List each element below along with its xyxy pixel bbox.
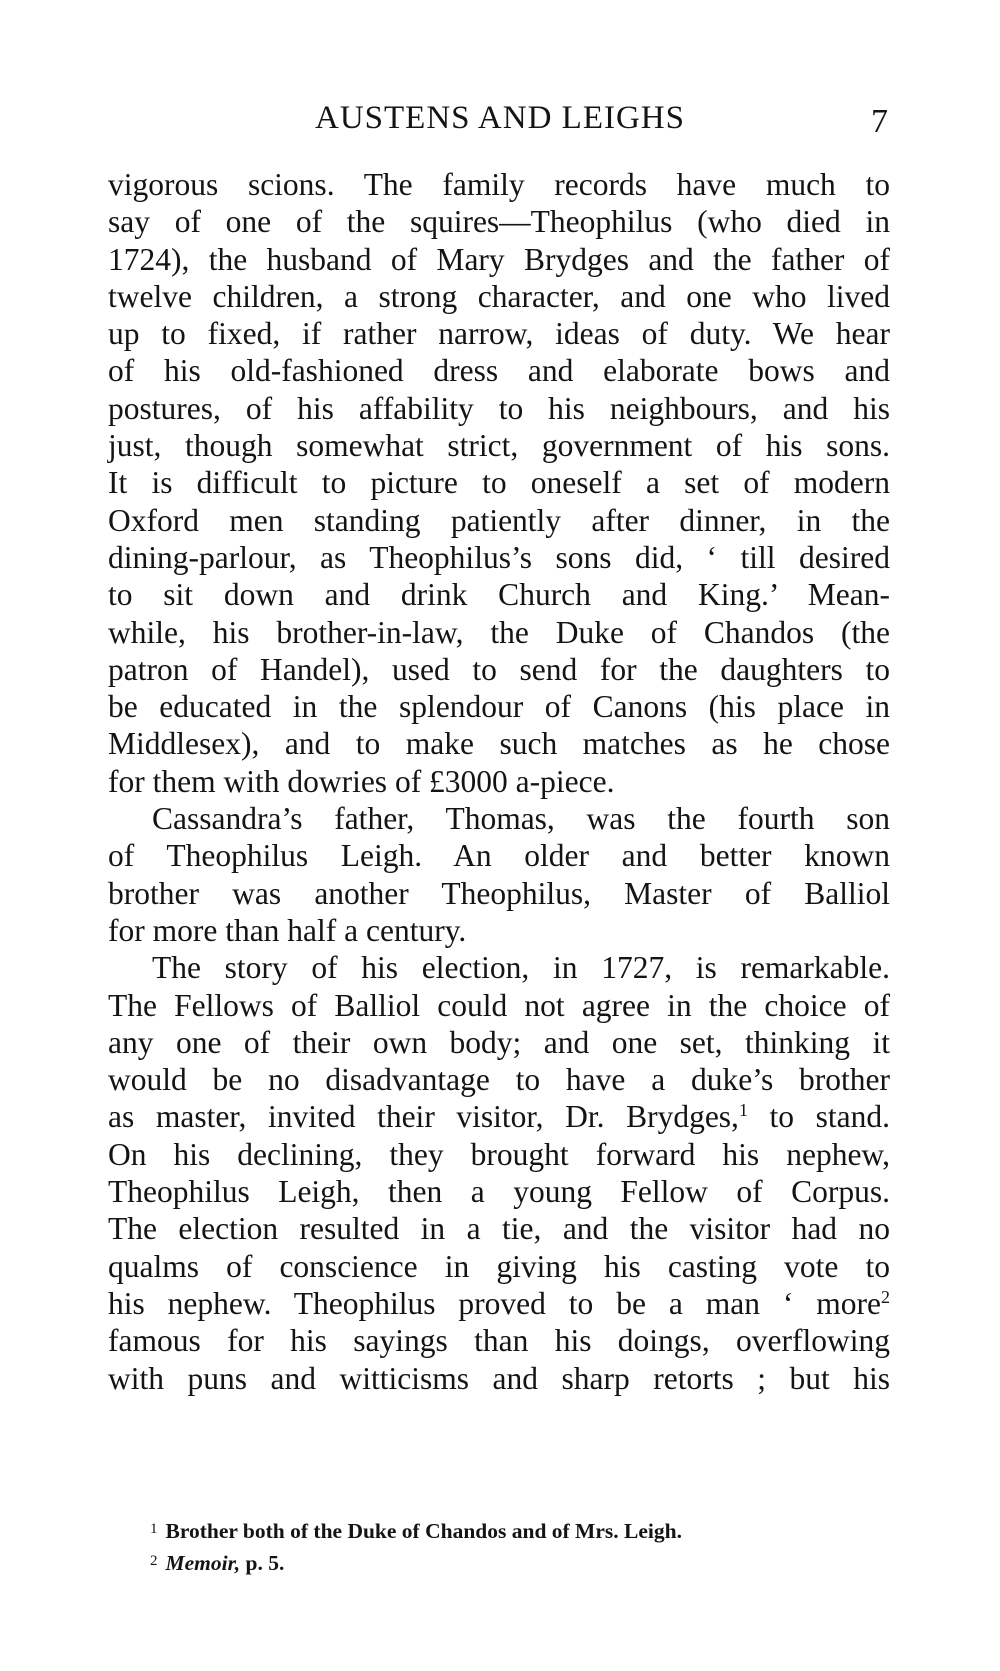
text-line: Cassandra’s father, Thomas, was the fourth son	[152, 801, 890, 837]
footnote-title: Memoir,	[165, 1551, 241, 1575]
text-line: brother was another Theophilus, Master of Balliol	[108, 875, 890, 911]
text-line: qualms of conscience in giving his casting vote to	[108, 1248, 890, 1284]
text-line: twelve children, a strong character, and one who lived	[108, 278, 890, 314]
text-line: would be no disadvantage to have a duke’s brother	[108, 1062, 890, 1098]
text-run: his nephew. Theophilus proved to be a man ‘ more	[108, 1285, 881, 1321]
footnote-text: Brother both of the Duke of Chandos and of Mrs. Leigh.	[165, 1519, 682, 1543]
footnote-text: p. 5.	[240, 1551, 285, 1575]
running-title: AUSTENS AND LEIGHS	[314, 100, 685, 136]
footnote-ref: 1	[738, 1100, 748, 1121]
text-line: to sit down and drink Church and King.’ Mean-	[108, 577, 890, 613]
text-line: 1724), the husband of Mary Brydges and the father of	[108, 241, 890, 277]
text-line: vigorous scions. The family records have much to	[108, 167, 890, 202]
text-line: with puns and witticisms and sharp retorts ; but his	[108, 1360, 890, 1396]
text-run: as master, invited their visitor, Dr. Brydges,	[108, 1099, 739, 1135]
body-text	[108, 166, 890, 1397]
running-head	[108, 96, 892, 140]
text-line: Theophilus Leigh, then a young Fellow of Corpus.	[108, 1174, 890, 1210]
footnote-mark: 1	[150, 1521, 158, 1537]
text-line: The Fellows of Balliol could not agree in the choice of	[108, 987, 890, 1023]
footnotes	[150, 1513, 890, 1577]
text-line: say of one of the squires—Theophilus (who died in	[108, 204, 890, 240]
text-line: of his old-fashioned dress and elaborate bows and	[108, 353, 890, 389]
text-line: famous for his sayings than his doings, overflowing	[108, 1323, 890, 1359]
text-line: any one of their own body; and one set, thinking it	[108, 1024, 890, 1060]
footnote	[150, 1545, 890, 1577]
text-line: for more than half a century.	[108, 912, 467, 948]
text-line: of Theophilus Leigh. An older and better known	[108, 838, 890, 874]
text-line: patron of Handel), used to send for the daughters to	[108, 651, 890, 687]
text-line: On his declining, they brought forward his nephew,	[108, 1136, 890, 1172]
text-line: The story of his election, in 1727, is remarkable.	[152, 950, 890, 986]
text-line: up to fixed, if rather narrow, ideas of duty. We hear	[108, 316, 890, 352]
text-line: It is difficult to picture to oneself a set of modern	[108, 465, 890, 501]
text-line: Middlesex), and to make such matches as he chose	[108, 726, 890, 762]
text-line: The election resulted in a tie, and the visitor had no	[108, 1211, 890, 1247]
footnote-ref: 2	[881, 1286, 890, 1307]
text-line: be educated in the splendour of Canons (his place in	[108, 689, 890, 725]
text-line: for them with dowries of £3000 a-piece.	[108, 763, 615, 799]
text-run: to stand.	[747, 1099, 890, 1135]
text-line	[108, 1285, 890, 1322]
text-line: postures, of his affability to his neighbours, and his	[108, 390, 890, 426]
text-line	[108, 1098, 890, 1135]
text-line: dining-parlour, as Theophilus’s sons did, ‘ till desired	[108, 539, 890, 575]
page-number: 7	[871, 103, 888, 140]
footnote	[150, 1513, 890, 1545]
text-line: Oxford men standing patiently after dinner, in the	[108, 502, 890, 538]
text-line: while, his brother-in-law, the Duke of Chandos (the	[108, 614, 890, 650]
footnote-mark: 2	[150, 1553, 158, 1569]
text-line: just, though somewhat strict, government of his sons.	[108, 428, 890, 464]
